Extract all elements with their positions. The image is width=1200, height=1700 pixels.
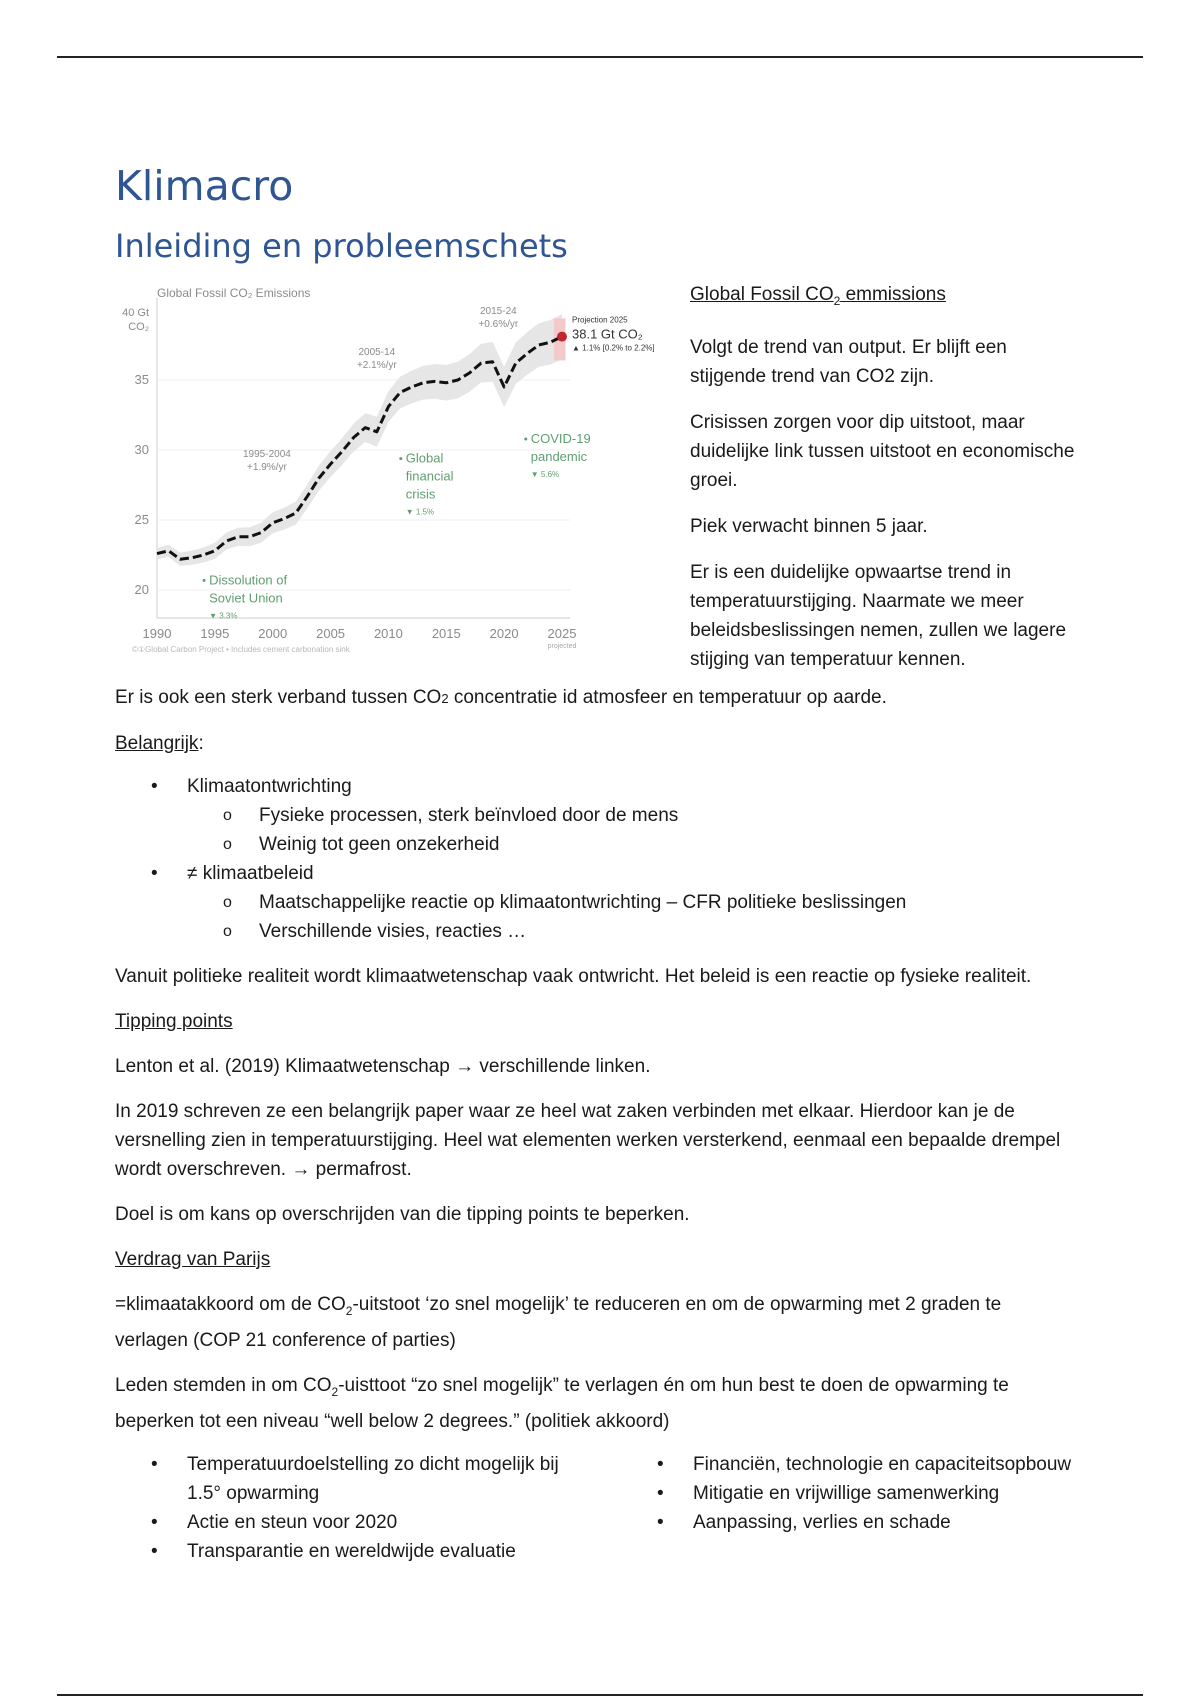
event-marker	[524, 438, 527, 441]
x-tick-sublabel: projected	[547, 643, 577, 650]
y-axis-label: 40 Gt	[122, 307, 149, 319]
event-label: crisis	[405, 486, 436, 502]
paris-goals-columns	[115, 1450, 1075, 1566]
event-label: Dissolution of	[209, 572, 288, 588]
paris-paragraph: Leden stemden in om $CO_2$-uisttoot “zo snel mogelijk” te verlagen én om hun best te doen de opwarming te beperken tot een niveau “well below 2 degrees.” (politiek akkoord)	[115, 1374, 1009, 1432]
list-item: • Temperatuurdoelstelling zo dicht mogelijk bij 1.5° opwarming	[115, 1450, 621, 1508]
list-item: • Financiën, technologie en capaciteitsopbouw	[621, 1450, 1075, 1479]
co2-emissions-chart	[112, 280, 677, 660]
event-label: pandemic	[530, 449, 588, 464]
commentary-paragraph: Volgt de trend van output. Er blijft een stijgende trend van CO2 zijn.	[690, 336, 1007, 387]
important-heading: Belangrijk:	[115, 733, 204, 754]
event-change-label: ▼ 3.3%	[209, 611, 238, 621]
x-tick-label: 2010	[373, 626, 403, 641]
sub-list-item: o Fysieke processen, sterk beïnvloed door de mens	[187, 801, 1075, 830]
list-item: • Actie en steun voor 2020	[115, 1508, 621, 1537]
growth-period-label: 2005-14	[358, 346, 396, 358]
y-axis-unit: CO₂	[128, 321, 149, 333]
chart-credit: ©①Global Carbon Project • Includes cement carbonation sink	[132, 645, 350, 654]
sub-list	[187, 888, 1075, 946]
projection-change: ▲ 1.1% [0.2% to 2.2%]	[572, 343, 655, 353]
event-label: Global	[405, 450, 444, 466]
growth-rate-label: +0.6%/yr	[478, 319, 519, 331]
politics-paragraph: Vanuit politieke realiteit wordt klimaatwetenschap vaak ontwricht. Het beleid is een reactie op fysieke realiteit.	[115, 966, 1032, 987]
sub-list-item: o Maatschappelijke reactie op klimaatontwrichting – CFR politieke beslissingen	[187, 888, 1075, 917]
projection-point	[557, 332, 567, 342]
y-tick-label: 25	[134, 512, 149, 527]
list-item: • ≠ klimaatbeleid o Maatschappelijke reactie op klimaatontwrichting – CFR politieke beslissingen o Verschillende visies, reacties …	[115, 859, 1075, 946]
paris-goals-left	[115, 1450, 621, 1566]
chart-commentary	[690, 280, 1080, 691]
tipping-paragraph: Doel is om kans op overschrijden van die tipping points te beperken.	[115, 1204, 690, 1225]
paris-goals-right	[621, 1450, 1075, 1566]
section-heading: Inleiding en probleemschets	[115, 227, 568, 265]
document-body	[115, 683, 1075, 1566]
list-item: • Transparantie en wereldwijde evaluatie	[115, 1537, 621, 1566]
tipping-paragraph: In 2019 schreven ze een belangrijk paper waar ze heel wat zaken verbinden met elkaar. Hierdoor kan je de versnelling zien in temperatuurstijging. Heel wat elementen werken versterkend, eenmaal een bepaalde drempel wordt overschreven. → permafrost.	[115, 1101, 1061, 1180]
event-change-label: ▼ 5.6%	[530, 470, 560, 479]
footer-rule	[57, 1694, 1143, 1696]
commentary-heading: Global Fossil $CO_2$ emmissions	[690, 284, 946, 308]
x-tick-label: 2005	[316, 626, 346, 641]
commentary-paragraph: Er is een duidelijke opwaartse trend in temperatuurstijging. Naarmate we meer beleidsbeslissingen nemen, zullen we lagere stijging van temperatuur kennen.	[690, 561, 1067, 670]
paris-paragraph: =klimaatakkoord om de $CO_2$-uitstoot ‘zo snel mogelijk’ te reduceren en om de opwarming met 2 graden te verlagen (COP 21 conference of parties)	[115, 1294, 1002, 1351]
event-label: financial	[405, 468, 454, 484]
event-marker	[399, 457, 402, 460]
list-item: • Aanpassing, verlies en schade	[621, 1508, 1075, 1537]
growth-rate-label: +1.9%/yr	[247, 462, 287, 473]
chart-canvas	[112, 280, 677, 660]
tipping-heading: Tipping points	[115, 1011, 233, 1032]
y-tick-label: 20	[134, 582, 149, 597]
x-tick-label: 2000	[258, 626, 288, 641]
event-change-label: ▼ 1.5%	[405, 507, 435, 517]
event-label: Soviet Union	[209, 590, 283, 606]
list-item: • Klimaatontwrichting o Fysieke processen, sterk beïnvloed door de mens o Weinig tot geen onzekerheid	[115, 772, 1075, 859]
x-tick-label: 1995	[200, 626, 230, 641]
x-tick-label: 2020	[489, 626, 519, 641]
growth-period-label: 1995-2004	[243, 449, 291, 460]
correlation-paragraph: Er is ook een sterk verband tussen CO2 concentratie id atmosfeer en temperatuur op aarde.	[115, 687, 887, 708]
tipping-paragraph: Lenton et al. (2019) Klimaatwetenschap → verschillende linken.	[115, 1056, 651, 1077]
projection-value: 38.1 Gt CO₂	[572, 326, 643, 342]
x-tick-label: 2025	[547, 626, 577, 641]
growth-rate-label: +2.1%/yr	[356, 359, 397, 371]
paris-heading: Verdrag van Parijs	[115, 1249, 271, 1270]
event-label: COVID-19	[530, 431, 591, 446]
x-tick-label: 1990	[142, 626, 172, 641]
event-marker	[203, 579, 206, 582]
header-rule	[57, 56, 1143, 58]
sub-list-item: o Weinig tot geen onzekerheid	[187, 830, 1075, 859]
commentary-paragraph: Crisissen zorgen voor dip uitstoot, maar duidelijke link tussen uitstoot en economische groei.	[690, 411, 1075, 491]
projection-label: Projection 2025	[572, 315, 628, 325]
y-tick-label: 30	[134, 442, 149, 457]
list-item: • Mitigatie en vrijwillige samenwerking	[621, 1479, 1075, 1508]
y-tick-label: 35	[134, 372, 149, 387]
x-tick-label: 2015	[431, 626, 461, 641]
document-title: Klimacro	[115, 162, 294, 210]
important-list	[115, 772, 1075, 946]
chart-title: Global Fossil CO₂ Emissions	[157, 286, 311, 300]
growth-period-label: 2015-24	[480, 306, 517, 318]
sub-list-item: o Verschillende visies, reacties …	[187, 917, 1075, 946]
commentary-paragraph: Piek verwacht binnen 5 jaar.	[690, 515, 928, 537]
sub-list	[187, 801, 1075, 859]
